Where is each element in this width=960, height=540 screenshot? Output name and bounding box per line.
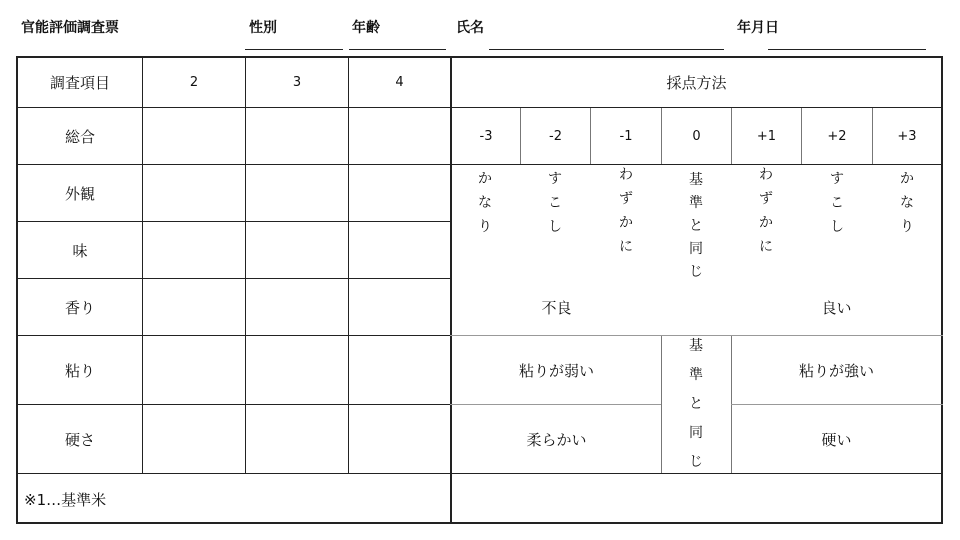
sample-column-2: 2 [189,75,199,90]
score-cell[interactable] [143,336,245,404]
sample-column-3: 3 [292,75,302,90]
score-cell[interactable] [143,165,245,221]
descriptor-minimally-positive: わ ず か に [759,167,773,255]
strong-stickiness-label: 粘りが強い [798,361,874,380]
gender-field[interactable] [245,49,343,50]
age-label: 年齢 [352,20,380,36]
descriptor-slightly-negative: す こ し [548,171,562,235]
scale-plus-3: +3 [897,128,917,144]
footnote: ※1…基準米 [24,491,107,509]
descriptor-slightly-positive: す こ し [830,171,844,235]
descriptor-minimally-negative: わ ず か に [619,167,633,255]
row-label-overall: 総合 [64,127,95,146]
date-label: 年月日 [737,20,779,36]
scale-minus-1: -1 [619,128,633,144]
scale-plus-1: +1 [756,128,777,144]
score-cell[interactable] [349,405,450,473]
score-cell[interactable] [349,165,450,221]
scale-minus-3: -3 [479,128,493,144]
score-cell[interactable] [246,405,348,473]
score-cell[interactable] [349,336,450,404]
scale-minus-2: -2 [549,128,562,144]
center-standard-label: 基 準 と 同 じ [689,338,703,470]
age-field[interactable] [349,49,446,50]
date-field[interactable] [768,49,926,50]
weak-stickiness-label: 粘りが弱い [518,361,594,380]
score-cell[interactable] [246,222,348,278]
descriptor-very-positive: か な り [900,171,914,235]
score-cell[interactable] [246,336,348,404]
good-label: 良い [821,298,852,317]
row-label-stickiness: 粘り [64,361,95,380]
score-cell[interactable] [349,222,450,278]
score-cell[interactable] [349,108,450,164]
row-label-appearance: 外観 [64,184,95,203]
score-cell[interactable] [143,222,245,278]
scale-zero: 0 [692,128,701,144]
sample-column-4: 4 [395,75,404,90]
score-cell[interactable] [246,279,348,335]
score-cell[interactable] [246,165,348,221]
score-cell[interactable] [143,405,245,473]
form-title: 官能評価調査票 [21,20,119,36]
row-label-aroma: 香り [64,298,95,317]
score-cell[interactable] [349,279,450,335]
descriptor-very-negative: か な り [478,171,492,235]
row-label-taste: 味 [72,241,88,260]
name-label: 氏名 [456,20,484,36]
soft-label: 柔らかい [526,430,587,449]
descriptor-same-as-standard: 基 準 と 同 じ [689,172,703,280]
score-cell[interactable] [246,108,348,164]
row-label-hardness: 硬さ [64,430,95,449]
score-cell[interactable] [143,108,245,164]
scoring-method-title: 採点方法 [666,74,727,92]
survey-item-header: 調査項目 [49,74,110,92]
name-field[interactable] [489,49,724,50]
score-cell[interactable] [143,279,245,335]
gender-label: 性別 [249,20,277,36]
scale-plus-2: +2 [827,128,847,144]
bad-label: 不良 [541,298,572,317]
hard-label: 硬い [821,430,852,449]
